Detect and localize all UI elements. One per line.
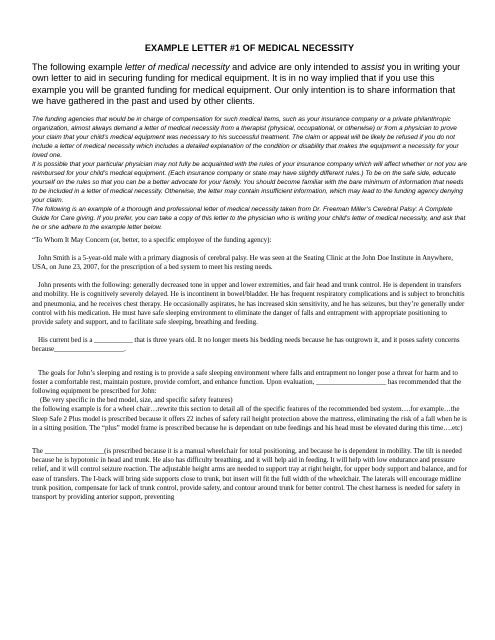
letter-salutation: “To Whom It May Concern (or, better, to a specific employee of the funding agency):	[32, 235, 272, 244]
letter-paragraph-goals: The goals for John’s sleeping and resting is to provide a safe sleeping environment where falls and entrapment no longer pose a threat for harm and to foster a comfortable rest, maintain posture, provide comfort, and enhance function. Upon evaluation, ____________________ has recommended that the following equipment be prescribed for John:	[32, 368, 462, 396]
letter-paragraph-current-bed: His current bed is a ___________ that is three years old. It no longer meets his bedding needs because he has outgrown it, and it poses safety concerns because____________________.	[32, 336, 460, 354]
spacer	[32, 327, 467, 336]
letter-paragraph-example-section: the following example is for a wheel chair…rewrite this section to detail all of the specific features of the recommended bed system….for example…the Sleep Safe 2 Plus model is prescribed because it offers 22 inches of safety rail height protection above the mattress, eliminating the risk of a fall when he is in a sitting position. The “plus” model frame is prescribed because he is dependant on tube feedings and his head must be elevated during this time….etc)	[32, 405, 467, 432]
letter-paragraph-presentation: John presents with the following: generally decreased tone in upper and lower extremities, and fair head and trunk control. He is dependent in transfers and mobility. He is cognitively severely delayed. He is incontinent in bowel/bladder. He has frequent respiratory complications and is subject to bronchitis and pneumonia, and he receives chest therapy. He occasionally aspirates, he has increased skin sensitivity, and he has seizures, but they’re generally under control with his medication. He must have safe sleeping environment to eliminate the danger of falls and entrapment with appropriate positioning to provide safety and support, and to facilitate safe sleeping, breathing and feeding.	[32, 281, 465, 327]
note-insurance-rules: It is possible that your particular physician may not fully be acquainted with the rules of your insurance company which will affect whether or not you are reimbursed for your child’s medical equipment. (Each insurance company or state may have slightly different rules.) To be on the safe side, educate yourself on the rules so that you can be a better advocate for your family. You should become familiar with the bare minimum of information that needs to be included in a letter of medical necessity. Otherwise, the letter may contain insufficient information, which may lead to the funding agency denying your claim.	[32, 160, 467, 204]
intro-text-1: The following example	[32, 62, 126, 72]
intro-text-3: you in writing your own letter to aid in securing funding for medical equipment. It is in no way implied that if you use this example you will be granted funding for medical equipment. Our only intention is to share information that we have gathered in the past and used by other clients.	[32, 62, 461, 107]
intro-emphasis-2: assist	[361, 62, 385, 72]
intro-text-2: and advice are only intended to	[229, 62, 362, 72]
intro-paragraph	[32, 62, 467, 108]
note-example-source: The following is an example of a thorough and professional letter of medical necessity taken from Dr. Freeman Miller’s Cerebral Palsy: A Complete Guide for Care giving. If you prefer, you can take a copy of this letter to the physician who is writing your child’s letter of medical necessity, and ask that he or she adhere to the example letter below.	[32, 205, 466, 231]
note-funding-agencies: The funding agencies that would be in charge of compensation for such medical items, such as your insurance company or a private philanthropic organization, almost always demand a letter of medical necessity from a therapist (physical, occupational, or otherwise) or from a physician to prove your claim that your child’s medical equipment was necessary to his successful treatment. The claim or appeal will be likely be refused if you do not include a letter of medical necessity which includes a detailed explanation of the condition or disability that makes the equipment a necessity for your loved one.	[32, 115, 459, 159]
spacer	[32, 433, 467, 447]
spacer	[32, 272, 467, 281]
spacer	[32, 245, 467, 254]
intro-emphasis-1: letter of medical necessity	[125, 62, 230, 72]
letter-paragraph-patient-intro: John Smith is a 5-year-old male with a primary diagnosis of cerebral palsy. He was seen at the Seating Clinic at the John Doe Institute in Anywhere, USA, on June 23, 2007, for the prescription of a bed system to meet his resting needs.	[32, 253, 454, 272]
spacer	[32, 355, 467, 369]
letter-paragraph-specifics: (Be very specific in the bed model, size, and specific safety features)	[40, 396, 233, 405]
page-title: EXAMPLE LETTER #1 OF MEDICAL NECESSITY	[144, 43, 355, 53]
letter-paragraph-equipment: The _________________(is prescribed because it is a manual wheelchair for total positioning, and because he is dependent in mobility. The tilt is needed because he is hypotonic in head and trunk. He also has difficulty breathing, and it will help aid in feeding. It will help with low endurance and pressure relief, and it will control seizure reaction. The adjustable height arms are needed to support tray at right height, for upper body support and balance, and for ease of transfers. The I-back will bring side supports close to trunk, but insert will fit the full width of the wheelchair. The laterals will encourage midline trunk position, compensate for lack of trunk control, provide safety, and contour around trunk for better control. The chest harness is needed for safety in transport by providing anterior support, preventing	[32, 447, 467, 502]
